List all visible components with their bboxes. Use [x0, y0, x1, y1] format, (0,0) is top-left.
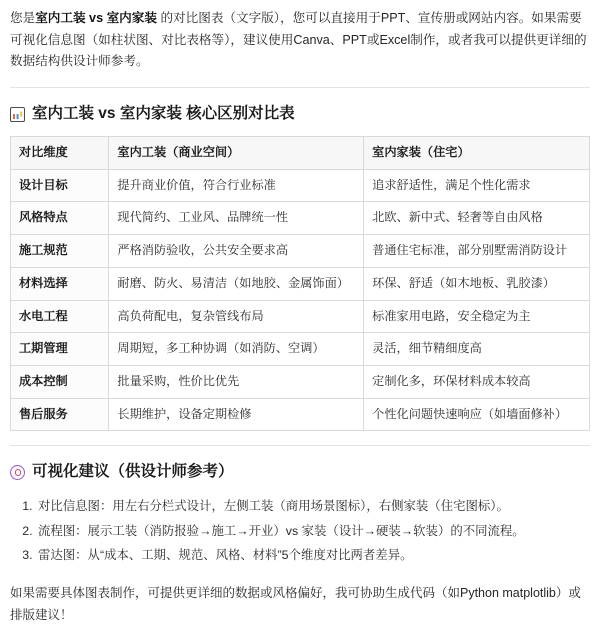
table-section-title — [10, 104, 590, 124]
table-row — [11, 300, 590, 333]
table-cell-dimension: 材料选择 — [11, 267, 109, 300]
intro-text-start: 您是 — [10, 11, 36, 25]
table-header-row — [11, 137, 590, 170]
table-row — [11, 169, 590, 202]
table-row — [11, 333, 590, 366]
table-cell-residential: 追求舒适性，满足个性化需求 — [364, 169, 590, 202]
table-cell-commercial: 长期维护，设备定期检修 — [109, 398, 364, 431]
table-row — [11, 202, 590, 235]
table-row — [11, 267, 590, 300]
table-row — [11, 235, 590, 268]
intro-text-end: 的对比图表（文字版），您可以直接用于PPT、宣传册或网站内容。如果需要可视化信息图（如柱状图、对比表格等），建议使用Canva、PPT或Excel制作，或者我可以提供更详细的数据结构供设计师参考。 — [10, 11, 587, 69]
table-cell-dimension: 成本控制 — [11, 365, 109, 398]
table-cell-commercial: 严格消防验收，公共安全要求高 — [109, 235, 364, 268]
list-item: 1. 对比信息图：用左右分栏式设计，左侧工装（商用场景图标），右侧家装（住宅图标）。 — [36, 494, 590, 518]
intro-paragraph — [10, 8, 590, 73]
bar-chart-icon — [10, 107, 25, 122]
table-section-title-text: 室内工装 vs 室内家装 核心区别对比表 — [32, 104, 295, 122]
list-item: 3. 雷达图：从“成本、工期、规范、风格、材料”5个维度对比两者差异。 — [36, 543, 590, 567]
table-cell-dimension: 设计目标 — [11, 169, 109, 202]
comparison-table — [10, 136, 590, 431]
closing-paragraph: 如果需要具体图表制作，可提供更详细的数据或风格偏好，我可协助生成代码（如Python matplotlib）或排版建议！ — [10, 586, 581, 622]
table-cell-residential: 环保、舒适（如木地板、乳胶漆） — [364, 267, 590, 300]
table-cell-residential: 灵活，细节精细度高 — [364, 333, 590, 366]
art-palette-icon — [10, 465, 25, 480]
table-header-cell: 室内家装（住宅） — [364, 137, 590, 170]
advice-list — [10, 494, 590, 567]
table-cell-commercial: 耐磨、防火、易清洁（如地胶、金属饰面） — [109, 267, 364, 300]
table-cell-commercial: 批量采购，性价比优先 — [109, 365, 364, 398]
table-cell-commercial: 现代简约、工业风、品牌统一性 — [109, 202, 364, 235]
advice-section-title-text: 可视化建议（供设计师参考） — [32, 463, 234, 481]
advice-section-title — [10, 462, 590, 482]
table-cell-residential: 标准家用电路，安全稳定为主 — [364, 300, 590, 333]
table-cell-dimension: 工期管理 — [11, 333, 109, 366]
table-row — [11, 365, 590, 398]
table-cell-residential: 普通住宅标准，部分别墅需消防设计 — [364, 235, 590, 268]
table-cell-residential: 定制化多，环保材料成本较高 — [364, 365, 590, 398]
table-cell-residential: 个性化问题快速响应（如墙面修补） — [364, 398, 590, 431]
table-cell-dimension: 施工规范 — [11, 235, 109, 268]
section-divider-middle — [10, 445, 590, 446]
table-cell-dimension: 水电工程 — [11, 300, 109, 333]
table-header-cell: 室内工装（商业空间） — [109, 137, 364, 170]
table-cell-dimension: 售后服务 — [11, 398, 109, 431]
table-cell-commercial: 周期短，多工种协调（如消防、空调） — [109, 333, 364, 366]
table-cell-residential: 北欧、新中式、轻奢等自由风格 — [364, 202, 590, 235]
list-item: 2. 流程图：展示工装（消防报验→施工→开业）vs 家装（设计→硬装→软装）的不同流程。 — [36, 519, 590, 543]
section-divider-top — [10, 87, 590, 88]
table-cell-commercial: 提升商业价值，符合行业标准 — [109, 169, 364, 202]
table-cell-dimension: 风格特点 — [11, 202, 109, 235]
intro-bold-topic: 室内工装 vs 室内家装 — [35, 11, 157, 25]
table-cell-commercial: 高负荷配电，复杂管线布局 — [109, 300, 364, 333]
table-row — [11, 398, 590, 431]
table-header-cell: 对比维度 — [11, 137, 109, 170]
